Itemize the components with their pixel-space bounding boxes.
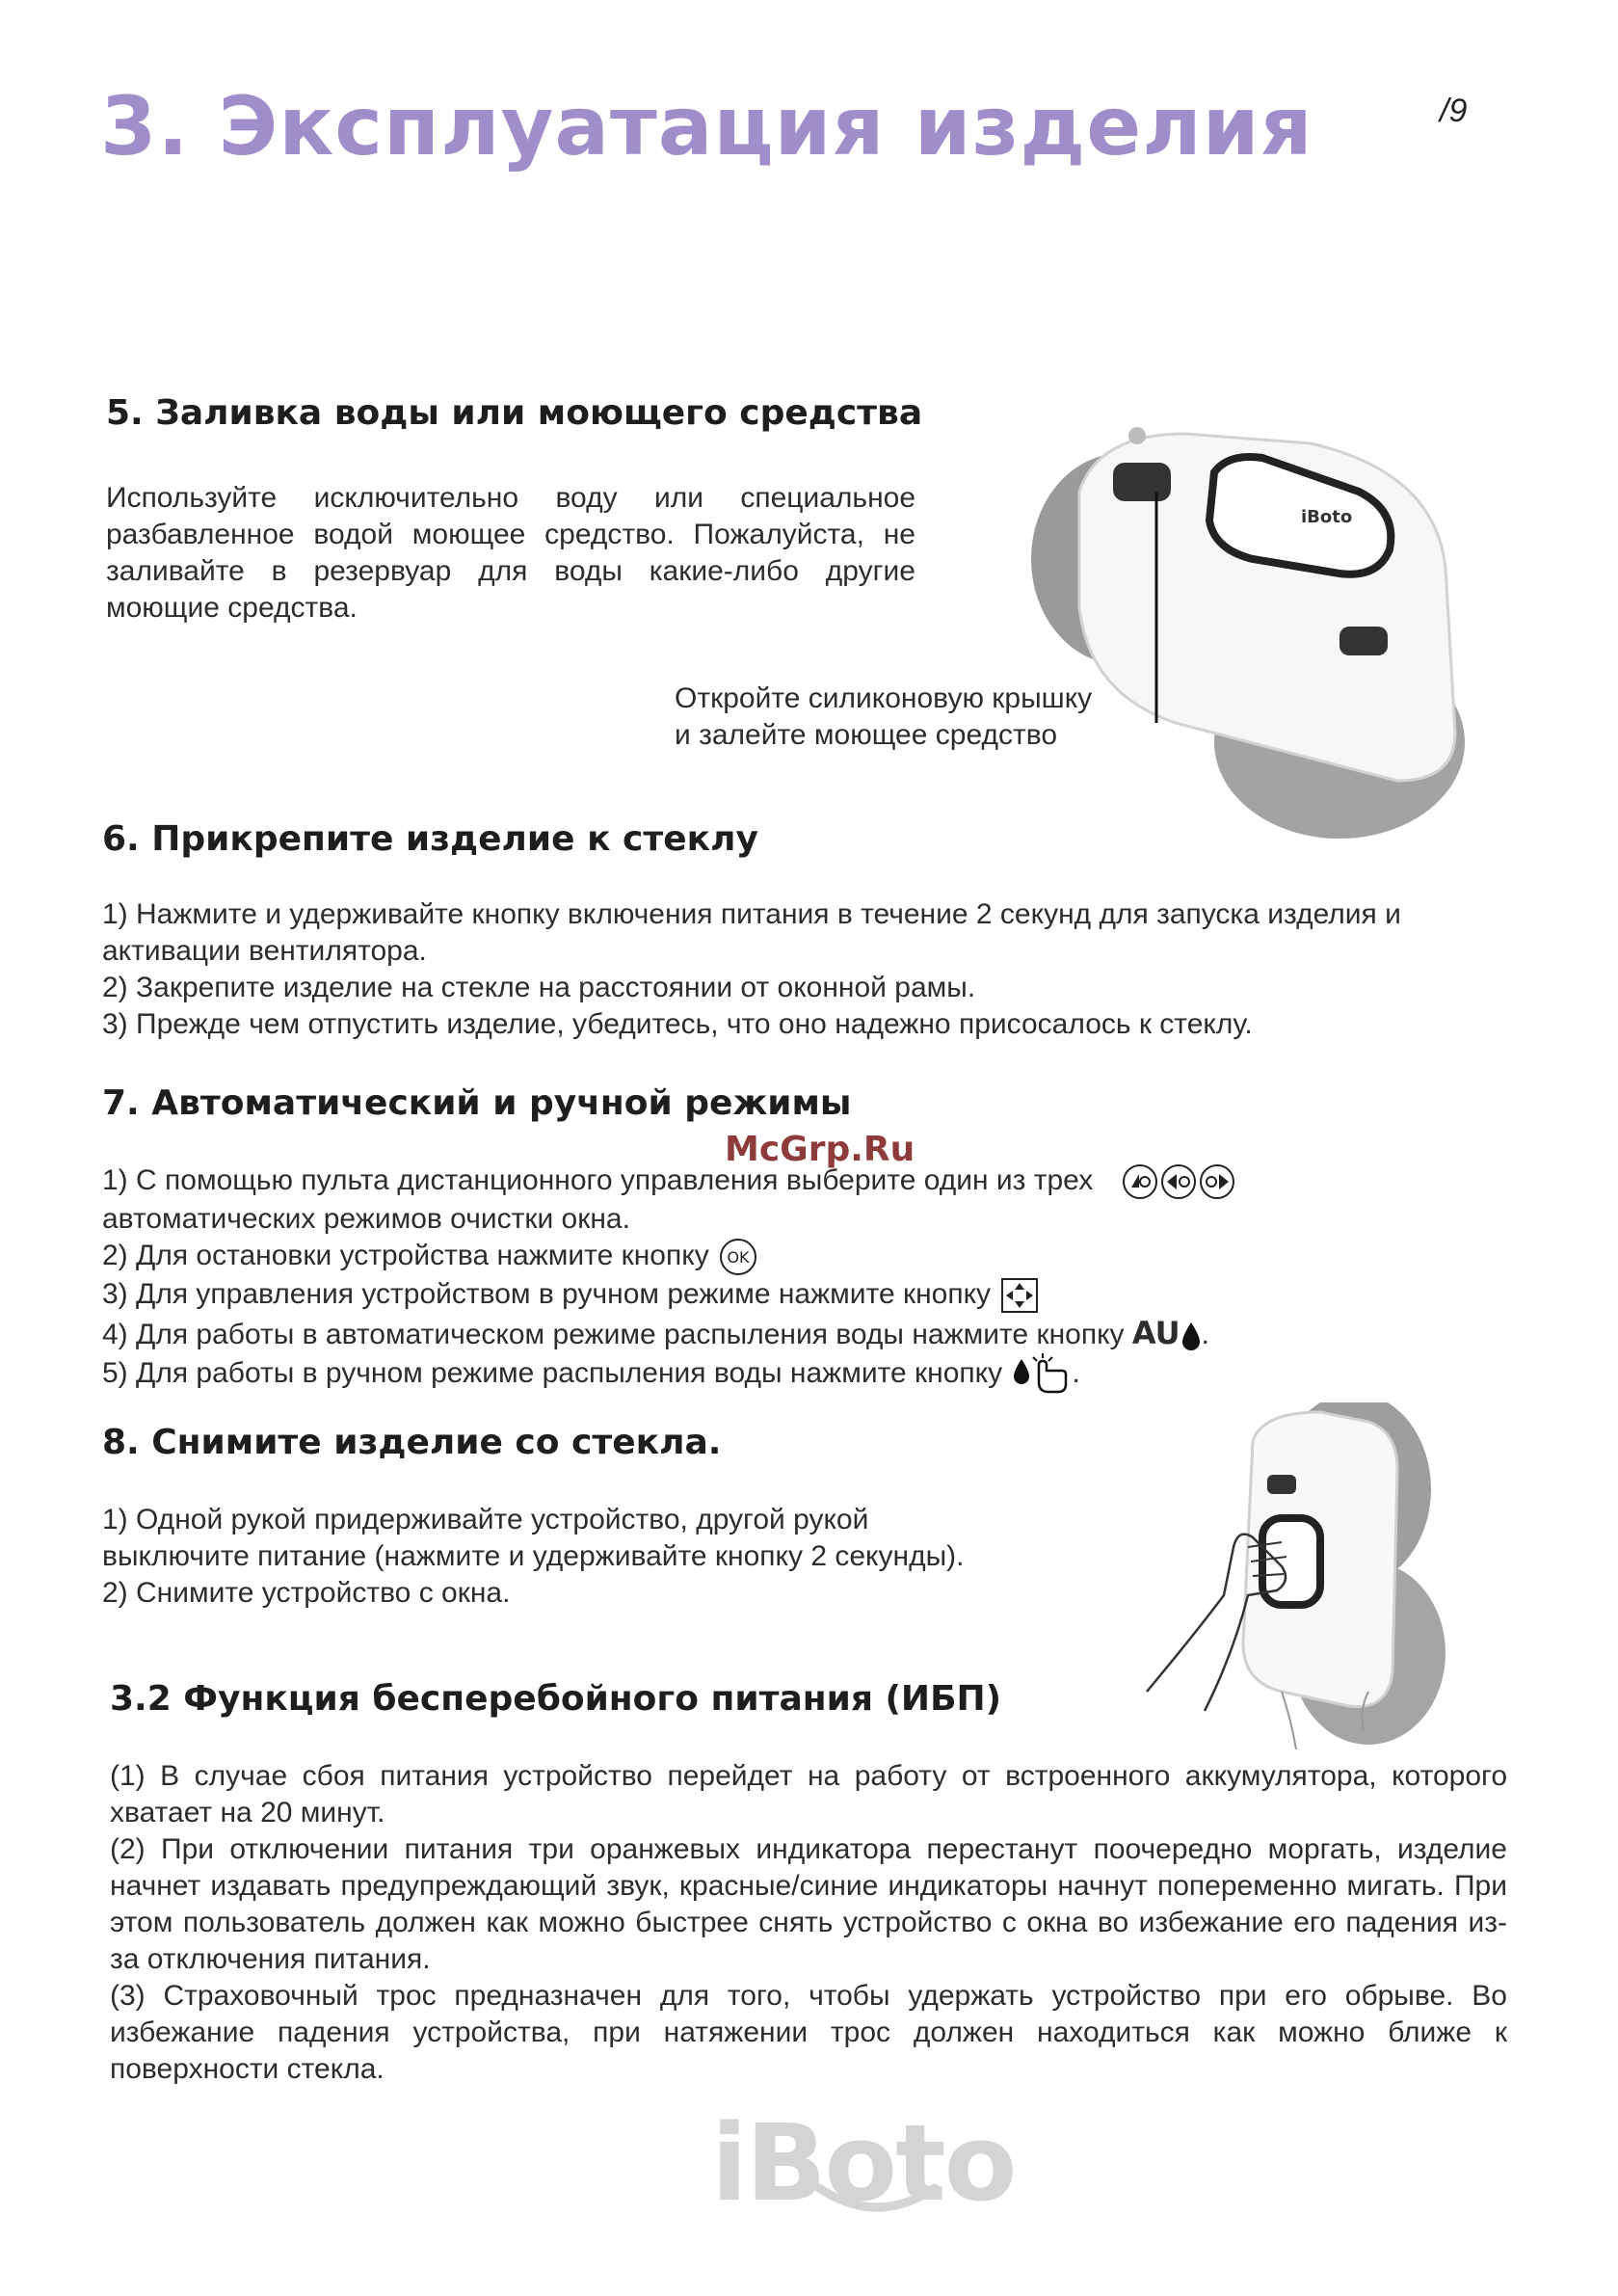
device-removal-illustration: [1137, 1402, 1484, 1749]
page-title: 3. Эксплуатация изделия: [100, 79, 1313, 174]
manual-spray-icon: [1010, 1353, 1072, 1396]
silicone-cap: [1113, 463, 1171, 501]
section-6-item-3: 3) Прежде чем отпустить изделие, убедитесь, что оно надежно присосалось к стеклу.: [102, 1008, 1253, 1040]
caption-line-2: и залейте моющее средство: [675, 719, 1058, 751]
section-32-paragraph-3: (3) Страховочный трос предназначен для того, чтобы удержать устройство при его обрыве. Во избежание падения устройства, при натяжении трос должен находиться как можно ближе к поверхности стекла.: [110, 1980, 1507, 2085]
water-drop-icon: [1180, 1321, 1202, 1351]
section-7-item-3-text: 3) Для управления устройством в ручном режиме нажмите кнопку: [102, 1278, 992, 1311]
section-5-caption: [675, 681, 1092, 754]
section-32-paragraph-1: (1) В случае сбоя питания устройство перейдет на работу от встроенного аккумулятора, которого хватает на 20 минут.: [110, 1760, 1507, 1829]
iboto-logo: iBoto: [711, 2101, 1016, 2225]
section-7-item-5: 5) Для работы в ручном режиме распыления воды нажмите кнопку .: [102, 1353, 1528, 1396]
section-7-item-2: [102, 1238, 1528, 1276]
watermark: McGrp.Ru: [725, 1130, 915, 1169]
device-illustration-top: [1031, 414, 1465, 839]
section-6-list: [102, 896, 1528, 1043]
auto-mode-icons: [1121, 1162, 1236, 1201]
section-7-item-3: [102, 1276, 1528, 1315]
section-7-item-1-cont: автоматических режимов очистки окна.: [102, 1203, 630, 1236]
section-8-item-1: 1) Одной рукой придерживайте устройство, другой рукой: [102, 1504, 869, 1535]
section-5-heading: 5. Заливка воды или моющего средства: [106, 393, 923, 433]
device-power-button: [1339, 627, 1388, 655]
section-5-text: [106, 480, 915, 627]
section-8-list: [102, 1502, 1162, 1612]
device-brand-label: iBoto: [1301, 507, 1353, 527]
section-7-item-4: 4) Для работы в автоматическом режиме распыления воды нажмите кнопку AU .: [102, 1315, 1209, 1352]
direction-pad-icon: [998, 1276, 1041, 1315]
section-8-item-2: 2) Снимите устройство с окна.: [102, 1577, 511, 1609]
section-7-item-2-text: 2) Для остановки устройства нажмите кнопку: [102, 1240, 709, 1272]
section-5-paragraph: Используйте исключительно воду или специальное разбавленное водой моющее средство. Пожалуйста, не заливайте в резервуар для воды какие-либо другие моющие средства.: [106, 482, 915, 624]
section-7-item-5-text: 5) Для работы в ручном режиме распыления воды нажмите кнопку: [102, 1357, 1003, 1390]
logo-smile-icon: [814, 2183, 940, 2222]
section-32-paragraph-2: (2) При отключении питания три оранжевых индикатора перестанут поочередно моргать, изделие начнет издавать предупреждающий звук, красные/синие индикаторы начнут попеременно мигать. При этом пользователь должен как можно быстрее снять устройство с окна во избежание его падения из-за отключения питания.: [110, 1833, 1507, 1975]
section-7-item-4-text: 4) Для работы в автоматическом режиме распыления воды нажмите кнопку: [102, 1319, 1125, 1351]
section-6-item-1: 1) Нажмите и удерживайте кнопку включения питания в течение 2 секунд для запуска изделия и активации вентилятора.: [102, 898, 1401, 967]
section-7-heading: 7. Автоматический и ручной режимы: [102, 1083, 852, 1123]
ok-button-icon: [717, 1238, 759, 1276]
section-6-heading: 6. Прикрепите изделие к стеклу: [102, 819, 758, 859]
ok-button-label: OK: [727, 1248, 750, 1268]
removal-device-button: [1267, 1475, 1296, 1494]
section-32-heading: 3.2 Функция бесперебойного питания (ИБП): [110, 1679, 1002, 1719]
section-6-item-2: 2) Закрепите изделие на стекле на расстоянии от оконной рамы.: [102, 972, 976, 1003]
section-7-item-1-text: 1) С помощью пульта дистанционного управления выберите один из трех: [102, 1164, 1094, 1196]
page-number: /9: [1440, 93, 1468, 129]
caption-line-1: Откройте силиконовую крышку: [675, 682, 1093, 714]
section-8-item-1-cont: выключите питание (нажмите и удерживайте кнопку 2 секунды).: [102, 1540, 965, 1572]
safety-rope: [1282, 1692, 1296, 1749]
water-inlet: [1128, 427, 1146, 444]
section-8-heading: 8. Снимите изделие со стекла.: [102, 1423, 722, 1462]
auto-spray-label: AU: [1131, 1315, 1180, 1352]
section-32-text: [110, 1758, 1507, 2088]
section-7-list: [102, 1162, 1528, 1396]
section-7-item-1: [102, 1162, 1528, 1201]
